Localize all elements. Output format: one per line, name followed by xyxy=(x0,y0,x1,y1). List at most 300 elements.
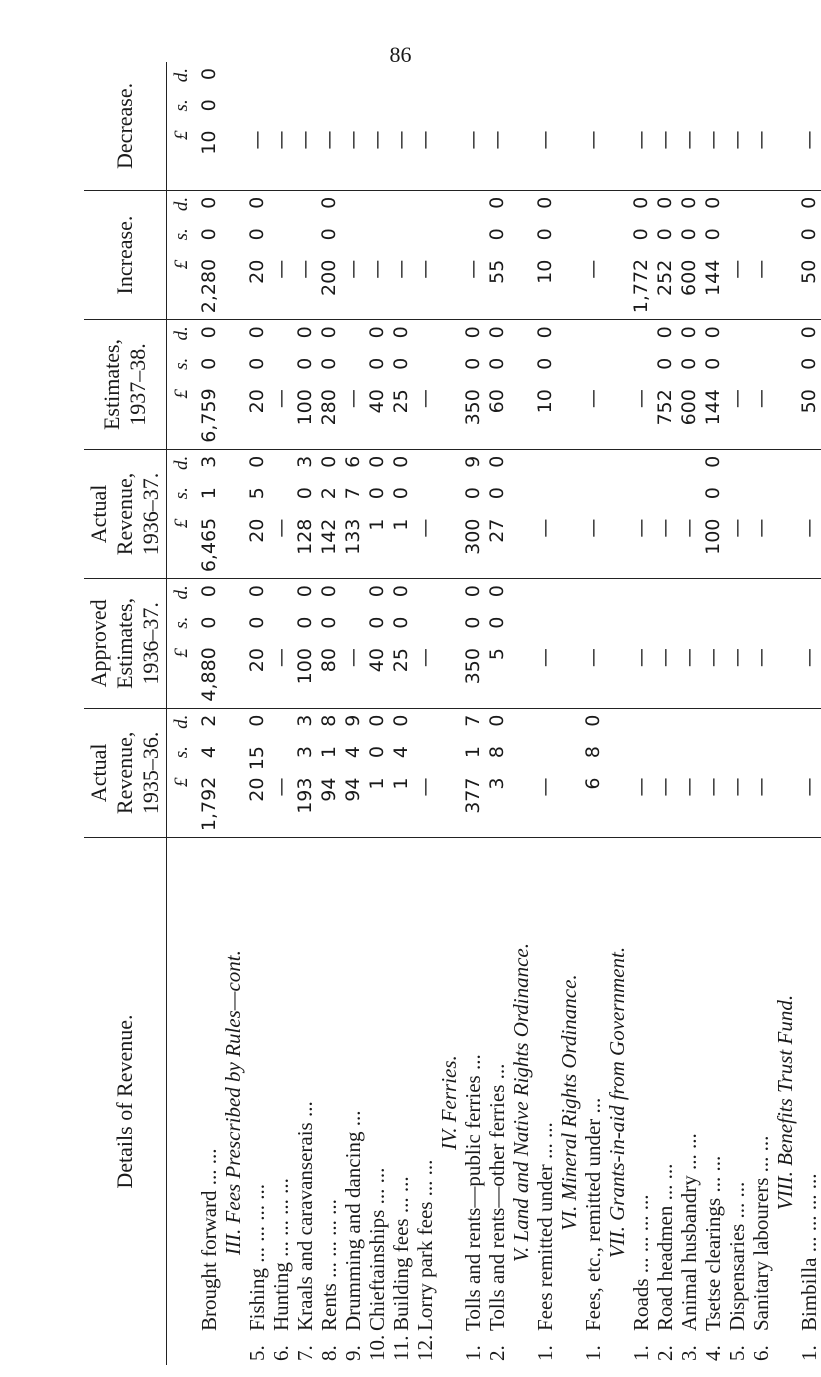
amount-cell xyxy=(293,190,317,319)
amount-l: — xyxy=(726,389,748,409)
amount-cell xyxy=(581,579,605,708)
amount-l: — xyxy=(630,130,652,150)
lsd-group xyxy=(701,456,725,572)
amount-d xyxy=(701,715,725,743)
amount-l: — xyxy=(414,389,436,409)
amount-cell xyxy=(509,579,533,708)
lsd-group xyxy=(653,326,677,442)
amount-s: 0 xyxy=(702,357,724,370)
amount-cell xyxy=(653,449,677,578)
amount-d xyxy=(461,68,485,96)
amount-l: — xyxy=(534,777,556,797)
amount-d xyxy=(389,197,413,225)
amount-l: 144 xyxy=(702,389,724,426)
amount-d xyxy=(269,68,293,96)
amount-l: — xyxy=(702,130,724,150)
amount-cell xyxy=(629,579,653,708)
lsd-group xyxy=(653,68,677,184)
amount-s xyxy=(797,746,821,774)
amount-s: 5 xyxy=(246,487,268,500)
amount-cell xyxy=(749,62,773,190)
amount-d: 0 xyxy=(582,714,604,727)
amount-cell xyxy=(725,190,749,319)
amount-s xyxy=(749,746,773,774)
amount-d xyxy=(629,585,653,613)
lsd-group xyxy=(797,326,821,442)
amount-cell xyxy=(245,579,269,708)
amount-cell xyxy=(629,320,653,449)
amount-d xyxy=(269,456,293,484)
lsd-group xyxy=(365,715,389,831)
amount-s: 0 xyxy=(534,357,556,370)
lsd-group xyxy=(341,456,365,572)
amount-s: 0 xyxy=(678,357,700,370)
amount-s: 0 xyxy=(534,228,556,241)
amount-cell xyxy=(365,320,389,449)
lsd-group xyxy=(677,68,701,184)
amount-s: 4 xyxy=(342,746,364,759)
amount-s xyxy=(269,617,293,645)
amount-l: 128 xyxy=(294,518,316,555)
amount-l: — xyxy=(654,777,676,797)
amount-s: 0 xyxy=(246,616,268,629)
amount-l: 193 xyxy=(294,777,316,814)
amount-d xyxy=(725,326,749,354)
amount-l: — xyxy=(414,777,436,797)
table-row xyxy=(413,62,437,1365)
amount-d xyxy=(629,68,653,96)
amount-d: d. xyxy=(171,714,192,729)
lsd-group xyxy=(170,456,194,572)
lsd-group xyxy=(245,585,269,701)
revenue-item-label xyxy=(389,838,413,1365)
amount-l: £ xyxy=(171,648,192,658)
amount-s: 0 xyxy=(294,487,316,500)
amount-cell xyxy=(413,579,437,708)
amount-l: — xyxy=(390,259,412,279)
amount-d: 0 xyxy=(198,326,220,339)
amount-l: 20 xyxy=(246,518,268,543)
lsd-group xyxy=(317,68,341,184)
lsd-group xyxy=(629,197,653,313)
revenue-table-rotated xyxy=(84,62,821,1365)
lsd-group xyxy=(197,456,221,572)
amount-s: 0 xyxy=(294,616,316,629)
amount-s xyxy=(461,99,485,127)
lsd-group xyxy=(533,585,557,701)
amount-cell xyxy=(557,190,581,319)
unit-cell xyxy=(167,320,198,449)
amount-l: — xyxy=(798,130,820,150)
amount-d xyxy=(701,68,725,96)
amount-cell xyxy=(533,708,557,837)
amount-cell xyxy=(245,62,269,190)
amount-s: 0 xyxy=(198,357,220,370)
amount-cell xyxy=(365,62,389,190)
lsd-group xyxy=(461,326,485,442)
amount-d xyxy=(341,585,365,613)
amount-cell xyxy=(773,190,797,319)
item-text: Road headmen ... ... xyxy=(653,1163,677,1331)
amount-d: 9 xyxy=(342,714,364,727)
amount-l: — xyxy=(678,648,700,668)
revenue-item-label xyxy=(365,838,389,1365)
lsd-group xyxy=(653,456,677,572)
item-text: Fees, etc., remitted under ... xyxy=(581,1097,605,1331)
amount-s xyxy=(365,99,389,127)
amount-l: 94 xyxy=(342,777,364,802)
amount-d: 0 xyxy=(366,455,388,468)
amount-s: 0 xyxy=(198,228,220,241)
item-text: Animal husbandry ... ... xyxy=(677,1133,701,1331)
amount-cell xyxy=(485,320,509,449)
amount-d xyxy=(749,197,773,225)
revenue-item-label xyxy=(317,838,341,1365)
amount-d: 3 xyxy=(294,455,316,468)
revenue-item-label xyxy=(629,838,653,1365)
amount-l: — xyxy=(270,130,292,150)
amount-s xyxy=(725,617,749,645)
lsd-group xyxy=(413,68,437,184)
lsd-group xyxy=(749,68,773,184)
item-text: Bimbilla ... ... ... ... xyxy=(797,1173,821,1331)
amount-d: d. xyxy=(171,68,192,83)
amount-d xyxy=(461,197,485,225)
amount-d: 0 xyxy=(678,196,700,209)
amount-cell xyxy=(461,708,485,837)
amount-cell xyxy=(581,449,605,578)
lsd-group xyxy=(581,715,605,831)
amount-l: 1 xyxy=(390,518,412,531)
unit-row xyxy=(167,62,198,1365)
amount-cell xyxy=(269,320,293,449)
amount-l: — xyxy=(246,130,268,150)
amount-cell xyxy=(533,62,557,190)
amount-s: 0 xyxy=(366,357,388,370)
amount-d: 3 xyxy=(294,714,316,727)
amount-d: 7 xyxy=(462,714,484,727)
amount-d: 0 xyxy=(678,326,700,339)
item-number: 9. xyxy=(341,1345,365,1361)
amount-l: 20 xyxy=(246,389,268,414)
amount-d xyxy=(365,68,389,96)
amount-cell xyxy=(365,449,389,578)
lsd-group xyxy=(629,585,653,701)
amount-d: 0 xyxy=(366,326,388,339)
amount-l: — xyxy=(726,777,748,797)
amount-d xyxy=(797,68,821,96)
amount-cell xyxy=(389,320,413,449)
amount-d xyxy=(533,456,557,484)
amount-s: 0 xyxy=(462,616,484,629)
lsd-group xyxy=(485,68,509,184)
revenue-item-label xyxy=(797,838,821,1365)
amount-d xyxy=(677,456,701,484)
amount-cell xyxy=(293,708,317,837)
lsd-group xyxy=(653,197,677,313)
amount-d xyxy=(749,585,773,613)
amount-d: 0 xyxy=(534,196,556,209)
amount-s: 0 xyxy=(198,99,220,112)
amount-cell xyxy=(677,449,701,578)
amount-d: 0 xyxy=(702,196,724,209)
lsd-group xyxy=(170,68,194,184)
amount-l: — xyxy=(366,130,388,150)
amount-l: 10 xyxy=(534,389,556,414)
amount-s: 0 xyxy=(702,487,724,500)
amount-cell xyxy=(365,708,389,837)
amount-l: — xyxy=(342,648,364,668)
lsd-group xyxy=(533,68,557,184)
amount-d: d. xyxy=(171,585,192,600)
amount-d xyxy=(581,456,605,484)
amount-l: — xyxy=(534,130,556,150)
amount-s xyxy=(413,617,437,645)
section-heading xyxy=(605,838,629,1365)
unit-cell xyxy=(167,708,198,837)
lsd-group xyxy=(701,715,725,831)
amount-s xyxy=(413,487,437,515)
amount-s xyxy=(749,617,773,645)
table-row xyxy=(389,62,413,1365)
col-decrease: Decrease. xyxy=(84,62,167,190)
amount-s: 0 xyxy=(246,357,268,370)
amount-d xyxy=(725,585,749,613)
amount-l: — xyxy=(702,648,724,668)
revenue-item-label xyxy=(269,838,293,1365)
amount-d xyxy=(725,715,749,743)
amount-s xyxy=(797,99,821,127)
amount-l: — xyxy=(366,259,388,279)
amount-s: 0 xyxy=(198,616,220,629)
amount-l: — xyxy=(630,518,652,538)
item-text: Lorry park fees ... ... xyxy=(413,1159,437,1331)
amount-cell xyxy=(725,579,749,708)
amount-cell xyxy=(221,449,245,578)
lsd-group xyxy=(389,456,413,572)
item-number: 11. xyxy=(389,1335,413,1361)
amount-s: 0 xyxy=(798,228,820,241)
amount-l: £ xyxy=(171,518,192,529)
amount-l: — xyxy=(582,518,604,538)
amount-l: — xyxy=(726,648,748,668)
amount-s: 0 xyxy=(318,616,340,629)
amount-d: 0 xyxy=(462,585,484,598)
amount-s: 7 xyxy=(342,487,364,500)
amount-cell xyxy=(317,320,341,449)
lsd-group xyxy=(269,585,293,701)
amount-l: 100 xyxy=(294,648,316,685)
lsd-group xyxy=(461,456,485,572)
amount-cell xyxy=(725,320,749,449)
amount-d: 0 xyxy=(246,326,268,339)
amount-l: — xyxy=(270,648,292,668)
amount-s: 4 xyxy=(198,746,220,759)
amount-cell xyxy=(509,708,533,837)
item-text: Sanitary labourers ... ... xyxy=(749,1135,773,1331)
amount-s xyxy=(677,617,701,645)
amount-cell xyxy=(317,190,341,319)
section-heading xyxy=(437,838,461,1365)
amount-l: 100 xyxy=(294,389,316,426)
amount-d: 0 xyxy=(366,585,388,598)
amount-d: 0 xyxy=(390,585,412,598)
amount-d xyxy=(317,68,341,96)
amount-l: — xyxy=(798,648,820,668)
lsd-group xyxy=(269,715,293,831)
lsd-group xyxy=(413,715,437,831)
amount-l: — xyxy=(390,130,412,150)
item-number: 12. xyxy=(413,1334,437,1361)
item-text: VI. Mineral Rights Ordinance. xyxy=(557,974,581,1231)
revenue-item-label xyxy=(677,838,701,1365)
amount-d: 0 xyxy=(390,455,412,468)
amount-d: 9 xyxy=(462,455,484,468)
amount-s: 15 xyxy=(246,746,268,771)
amount-l: 80 xyxy=(318,648,340,673)
amount-s xyxy=(293,228,317,256)
lsd-group xyxy=(629,715,653,831)
amount-cell xyxy=(221,708,245,837)
amount-s xyxy=(749,358,773,386)
lsd-group xyxy=(533,456,557,572)
revenue-item-label xyxy=(749,838,773,1365)
amount-s xyxy=(293,99,317,127)
lsd-group xyxy=(797,68,821,184)
item-text: Brought forward ... ... xyxy=(197,1148,221,1331)
amount-cell xyxy=(389,708,413,837)
amount-d xyxy=(677,68,701,96)
amount-cell xyxy=(509,449,533,578)
amount-d: 0 xyxy=(318,455,340,468)
amount-cell xyxy=(533,320,557,449)
amount-l: — xyxy=(798,518,820,538)
amount-d xyxy=(653,585,677,613)
amount-l: — xyxy=(750,777,772,797)
amount-cell xyxy=(797,579,821,708)
amount-d xyxy=(749,326,773,354)
item-number: 8. xyxy=(317,1345,341,1361)
amount-d: 0 xyxy=(246,455,268,468)
amount-l: £ xyxy=(171,389,192,399)
lsd-group xyxy=(317,326,341,442)
amount-l: — xyxy=(270,259,292,279)
amount-d xyxy=(413,715,437,743)
amount-cell xyxy=(701,579,725,708)
amount-cell xyxy=(245,708,269,837)
lsd-group xyxy=(293,715,317,831)
col-estimates-1937-38: Estimates, 1937–38. xyxy=(84,320,167,449)
amount-l: 60 xyxy=(486,389,508,414)
amount-d: 0 xyxy=(246,714,268,727)
lsd-group xyxy=(725,715,749,831)
amount-d: 0 xyxy=(198,585,220,598)
lsd-group xyxy=(389,715,413,831)
item-number: 1. xyxy=(629,1345,653,1361)
amount-d: 0 xyxy=(462,326,484,339)
section-heading-row xyxy=(437,62,461,1365)
amount-s xyxy=(581,99,605,127)
amount-l: — xyxy=(678,777,700,797)
col-actual-1935-36: Actual Revenue, 1935–36. xyxy=(84,708,167,837)
amount-s: 0 xyxy=(798,357,820,370)
amount-d: 0 xyxy=(654,326,676,339)
amount-s: 1 xyxy=(198,487,220,500)
amount-l: 142 xyxy=(318,518,340,555)
amount-cell xyxy=(485,579,509,708)
amount-l: 27 xyxy=(486,518,508,543)
amount-s xyxy=(749,487,773,515)
amount-l: 25 xyxy=(390,648,412,673)
lsd-group xyxy=(341,68,365,184)
table-body xyxy=(167,62,821,1365)
lsd-group xyxy=(701,68,725,184)
amount-d: 0 xyxy=(318,196,340,209)
amount-s xyxy=(629,99,653,127)
amount-s xyxy=(245,99,269,127)
lsd-group xyxy=(533,326,557,442)
amount-d: 0 xyxy=(486,326,508,339)
col-approved-1936-37: Approved Estimates, 1936–37. xyxy=(84,579,167,708)
amount-cell xyxy=(413,320,437,449)
amount-cell xyxy=(317,708,341,837)
amount-s: 0 xyxy=(486,487,508,500)
lsd-group xyxy=(170,585,194,701)
amount-s xyxy=(629,746,653,774)
amount-cell xyxy=(293,579,317,708)
amount-l: 6 xyxy=(582,777,604,790)
unit-blank xyxy=(167,838,198,1365)
amount-s: 1 xyxy=(318,746,340,759)
amount-s xyxy=(389,99,413,127)
amount-s: 0 xyxy=(366,746,388,759)
item-number: 1. xyxy=(461,1345,485,1361)
amount-cell xyxy=(509,320,533,449)
amount-cell xyxy=(797,449,821,578)
amount-l: — xyxy=(654,518,676,538)
lsd-group xyxy=(413,456,437,572)
amount-s: 0 xyxy=(654,357,676,370)
lsd-group xyxy=(677,456,701,572)
amount-d xyxy=(581,326,605,354)
amount-cell xyxy=(293,449,317,578)
amount-d xyxy=(749,68,773,96)
amount-cell xyxy=(605,62,629,190)
lsd-group xyxy=(365,326,389,442)
item-text: Rents ... ... ... ... xyxy=(317,1199,341,1331)
revenue-item-label xyxy=(341,838,365,1365)
amount-cell xyxy=(197,190,221,319)
item-number: 1. xyxy=(533,1345,557,1361)
amount-l: — xyxy=(342,130,364,150)
item-text: Fishing ... ... ... ... xyxy=(245,1183,269,1331)
amount-l: — xyxy=(294,259,316,279)
amount-l: 50 xyxy=(798,259,820,284)
lsd-group xyxy=(197,585,221,701)
amount-cell xyxy=(581,190,605,319)
amount-cell xyxy=(701,190,725,319)
amount-d: 0 xyxy=(702,326,724,339)
amount-s xyxy=(341,99,365,127)
amount-s xyxy=(269,487,293,515)
lsd-group xyxy=(413,326,437,442)
amount-cell xyxy=(317,62,341,190)
amount-cell xyxy=(629,708,653,837)
amount-cell xyxy=(269,62,293,190)
amount-d xyxy=(413,585,437,613)
amount-l: 1 xyxy=(366,777,388,790)
amount-l: 10 xyxy=(534,259,556,284)
